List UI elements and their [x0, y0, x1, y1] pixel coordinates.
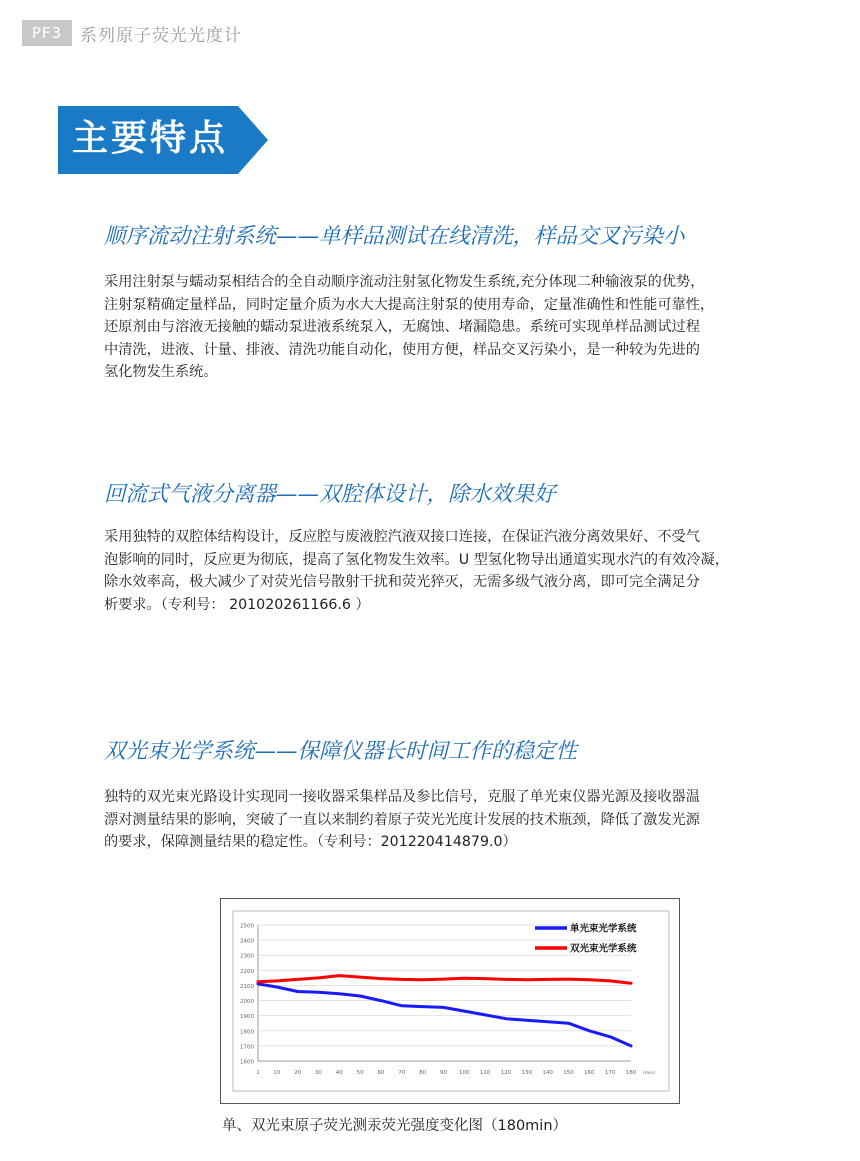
paragraph-line: 独特的双光束光路设计实现同一接收器采集样品及参比信号，克服了单光束仪器光源及接收器温 [104, 789, 700, 805]
y-tick-label: 1600 [240, 1059, 254, 1066]
data-point [338, 993, 340, 995]
data-point [380, 1000, 382, 1002]
section-heading-2: 回流式气液分离器——双腔体设计，除水效果好 [104, 482, 556, 507]
section-paragraph-1 [104, 271, 804, 384]
x-tick-label: 20 [294, 1070, 302, 1076]
data-point [505, 1018, 507, 1020]
x-tick-label: 10 [273, 1070, 281, 1076]
series-badge: PF3 [22, 20, 72, 46]
y-tick-label: 2400 [240, 938, 254, 945]
section-paragraph-2 [104, 526, 804, 616]
x-tick-label: 1 [256, 1070, 260, 1076]
data-point [359, 995, 361, 997]
data-point [380, 978, 382, 980]
x-tick-label: 50 [356, 1070, 364, 1076]
data-point [568, 978, 570, 980]
paragraph-line: 采用注射泵与蠕动泵相结合的全自动顺序流动注射氢化物发生系统,充分体现二种输液泵的优势， [104, 274, 705, 290]
data-point [297, 979, 299, 981]
data-point [276, 986, 278, 988]
y-tick-label: 2300 [240, 953, 254, 960]
paragraph-line: 还原剂由与溶液无接触的蠕动泵进液系统泵入，无腐蚀、堵漏隐患。系统可实现单样品测试过程 [104, 319, 700, 336]
legend-label: 单光束光学系统 [570, 923, 637, 935]
x-tick-label: 140 [542, 1070, 553, 1076]
section-heading-1: 顺序流动注射系统——单样品测试在线清洗，样品交叉污染小 [104, 224, 685, 249]
section-paragraph-3 [104, 786, 804, 854]
x-tick-label: 110 [479, 1070, 491, 1076]
y-tick-label: 2100 [240, 983, 254, 990]
x-tick-label: 170 [604, 1070, 616, 1076]
data-point [484, 1014, 486, 1016]
legend-label: 双光束光学系统 [570, 943, 637, 955]
paragraph-line: 析要求。（专利号： 201020261166.6 ） [104, 596, 370, 613]
data-point [609, 980, 611, 982]
x-tick-label: 40 [335, 1070, 343, 1076]
x-tick-label: 60 [377, 1070, 385, 1076]
data-point [568, 1022, 570, 1024]
data-point [401, 1005, 403, 1007]
data-point [547, 979, 549, 981]
data-point [484, 978, 486, 980]
x-tick-label: 30 [314, 1070, 322, 1076]
line-chart [221, 899, 679, 1103]
data-point [589, 979, 591, 981]
data-point [257, 981, 259, 983]
data-point [463, 1010, 465, 1012]
data-point [318, 991, 320, 993]
data-point [422, 1006, 424, 1008]
x-tick-label: 150 [563, 1070, 574, 1076]
y-tick-label: 1800 [240, 1029, 254, 1036]
x-tick-label: 120 [500, 1070, 512, 1076]
data-point [338, 975, 340, 977]
data-point [526, 979, 528, 981]
y-tick-label: 1900 [240, 1014, 254, 1021]
y-tick-label: 2500 [240, 923, 254, 930]
paragraph-line: 采用独特的双腔体结构设计，反应腔与废液腔汽液双接口连接，在保证汽液分离效果好、不受气 [104, 529, 700, 545]
data-point [443, 978, 445, 980]
data-point [630, 1045, 632, 1047]
x-tick-label: 100 [459, 1070, 470, 1076]
data-point [609, 1036, 611, 1038]
paragraph-line: 除水效率高，极大减少了对荧光信号散射干扰和荧光猝灭，无需多级气液分离，即可完全满足分 [104, 574, 700, 591]
x-tick-label: 160 [584, 1070, 595, 1076]
data-point [401, 979, 403, 981]
paragraph-line: 中清洗，进液、计量、排液、清洗功能自动化，使用方便，样品交叉污染小，是一种较为先进的 [104, 341, 700, 358]
x-tick-label: 180 [625, 1070, 637, 1076]
data-point [257, 983, 259, 985]
data-point [463, 977, 465, 979]
y-tick-label: 1700 [240, 1044, 254, 1051]
x-tick-label: 70 [398, 1070, 406, 1076]
chart-frame [220, 898, 680, 1104]
paragraph-line: 氢化物发生系统。 [104, 364, 218, 381]
data-point [422, 979, 424, 981]
data-point [526, 1019, 528, 1021]
data-point [359, 976, 361, 978]
x-tick-label: 130 [521, 1070, 533, 1076]
chart-caption: 单、双光束原子荧光测汞荧光强度变化图（180min） [222, 1118, 568, 1134]
data-point [318, 977, 320, 979]
y-tick-label: 2000 [240, 999, 254, 1006]
paragraph-line: 漂对测量结果的影响，突破了一直以来制约着原子荧光光度计发展的技术瓶颈，降低了激发光源 [104, 811, 700, 828]
data-point [297, 991, 299, 993]
data-point [547, 1021, 549, 1023]
banner-title: 主要特点 [72, 118, 229, 159]
paragraph-line: 的要求，保障测量结果的稳定性。（专利号：201220414879.0） [104, 834, 517, 851]
x-tick-label: 90 [439, 1070, 447, 1076]
data-point [505, 979, 507, 981]
data-point [630, 982, 632, 984]
data-point [276, 980, 278, 982]
paragraph-line: 注射泵精确定量样品，同时定量介质为水大大提高注射泵的使用寿命，定量准确性和性能可靠性， [104, 296, 715, 313]
data-point [589, 1030, 591, 1032]
x-unit-label: (min) [643, 1071, 655, 1076]
y-tick-label: 2200 [240, 968, 254, 975]
x-tick-label: 80 [419, 1070, 427, 1076]
header-title: 系列原子荧光光度计 [80, 26, 242, 46]
data-point [443, 1007, 445, 1009]
section-heading-3: 双光束光学系统——保障仪器长时间工作的稳定性 [104, 739, 578, 764]
paragraph-line: 泡影响的同时，反应更为彻底，提高了氢化物发生效率。U 型氢化物导出通道实现水汽的有效冷凝， [104, 551, 729, 568]
